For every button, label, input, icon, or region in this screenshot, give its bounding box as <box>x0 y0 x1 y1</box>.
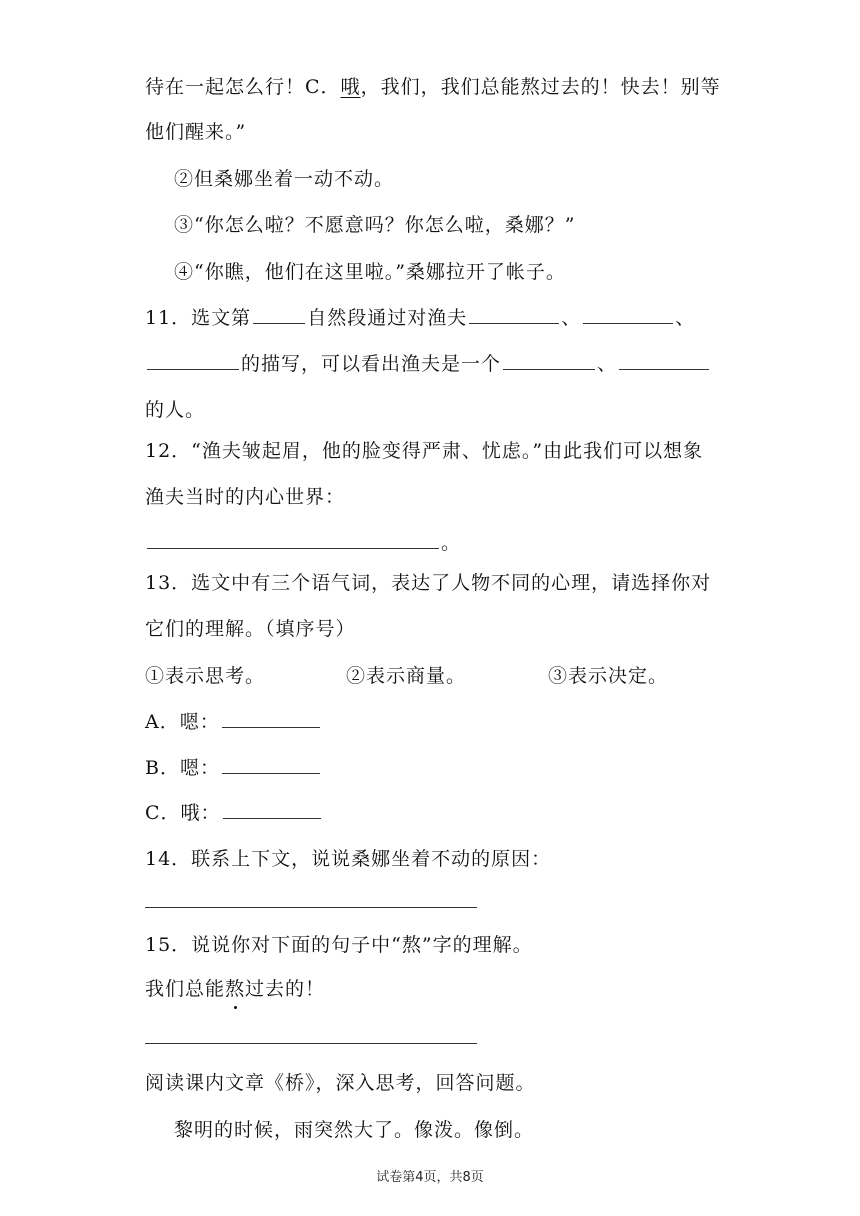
option-3: ③表示决定。 <box>548 665 669 687</box>
answer-line[interactable] <box>145 907 477 908</box>
text: 过去的！ <box>245 978 326 1000</box>
question-11-line-3: 的人。 <box>145 399 206 421</box>
text: 我们总能 <box>145 978 226 1000</box>
question-13-b <box>145 755 322 781</box>
page-footer: 试卷第4页，共8页 <box>376 1170 484 1185</box>
answer-blank[interactable] <box>147 351 239 370</box>
answer-blank[interactable] <box>619 351 709 370</box>
passage-paragraph-3: ③“你怎么啦？不愿意吗？你怎么啦，桑娜？” <box>174 214 576 236</box>
reading-intro: 阅读课内文章《桥》，深入思考，回答问题。 <box>145 1072 536 1094</box>
text: 的描写，可以看出渔夫是一个 <box>241 353 502 375</box>
text: 、 <box>561 307 582 329</box>
underlined-word: 哦 <box>340 76 361 98</box>
question-14: 14．联系上下文，说说桑娜坐着不动的原因： <box>145 848 552 870</box>
answer-blank[interactable] <box>503 351 595 370</box>
answer-blank[interactable] <box>253 305 305 324</box>
question-12-line-1: 12．“渔夫皱起眉，他的脸变得严肃、忧虑。”由此我们可以想象 <box>145 440 704 462</box>
question-11-line-2 <box>145 351 711 377</box>
answer-blank[interactable] <box>469 305 559 324</box>
answer-line[interactable] <box>145 1043 477 1044</box>
emphasis-dot-char: 熬 <box>225 978 246 1000</box>
question-12-answer <box>145 530 461 556</box>
text: 。 <box>441 532 462 554</box>
answer-blank[interactable] <box>583 305 673 324</box>
passage-line-2: 他们醒来。” <box>145 121 247 143</box>
passage-paragraph-2: ②但桑娜坐着一动不动。 <box>174 168 395 190</box>
answer-blank[interactable] <box>222 755 320 774</box>
question-13-a <box>145 709 322 735</box>
passage-paragraph-4: ④“你瞧，他们在这里啦。”桑娜拉开了帐子。 <box>174 261 566 283</box>
text: 、 <box>675 307 696 329</box>
text: C．哦： <box>145 802 221 824</box>
question-13-line-1: 13．选文中有三个语气词，表达了人物不同的心理，请选择你对 <box>145 572 712 594</box>
text: B．嗯： <box>145 757 220 779</box>
text: 11．选文第 <box>145 307 252 329</box>
text: 、 <box>597 353 618 375</box>
passage-line-1 <box>145 74 721 100</box>
answer-blank[interactable] <box>223 800 321 819</box>
question-13-c <box>145 800 323 826</box>
option-2: ②表示商量。 <box>346 665 467 687</box>
answer-blank[interactable] <box>222 709 320 728</box>
question-13-line-2: 它们的理解。（填序号） <box>145 618 356 640</box>
option-1: ①表示思考。 <box>145 665 266 687</box>
text: ，我们，我们总能熬过去的！快去！别等 <box>360 76 721 98</box>
question-12-line-2: 渔夫当时的内心世界： <box>145 486 346 508</box>
question-11-line-1 <box>145 305 695 331</box>
question-15-sentence <box>145 976 325 1002</box>
answer-blank[interactable] <box>147 530 439 549</box>
question-15: 15．说说你对下面的句子中“熬”字的理解。 <box>145 934 533 956</box>
text: 待在一起怎么行！C． <box>145 76 341 98</box>
text: A．嗯： <box>145 711 220 733</box>
text: 自然段通过对渔夫 <box>307 307 468 329</box>
reading-first-line: 黎明的时候，雨突然大了。像泼。像倒。 <box>174 1119 535 1141</box>
